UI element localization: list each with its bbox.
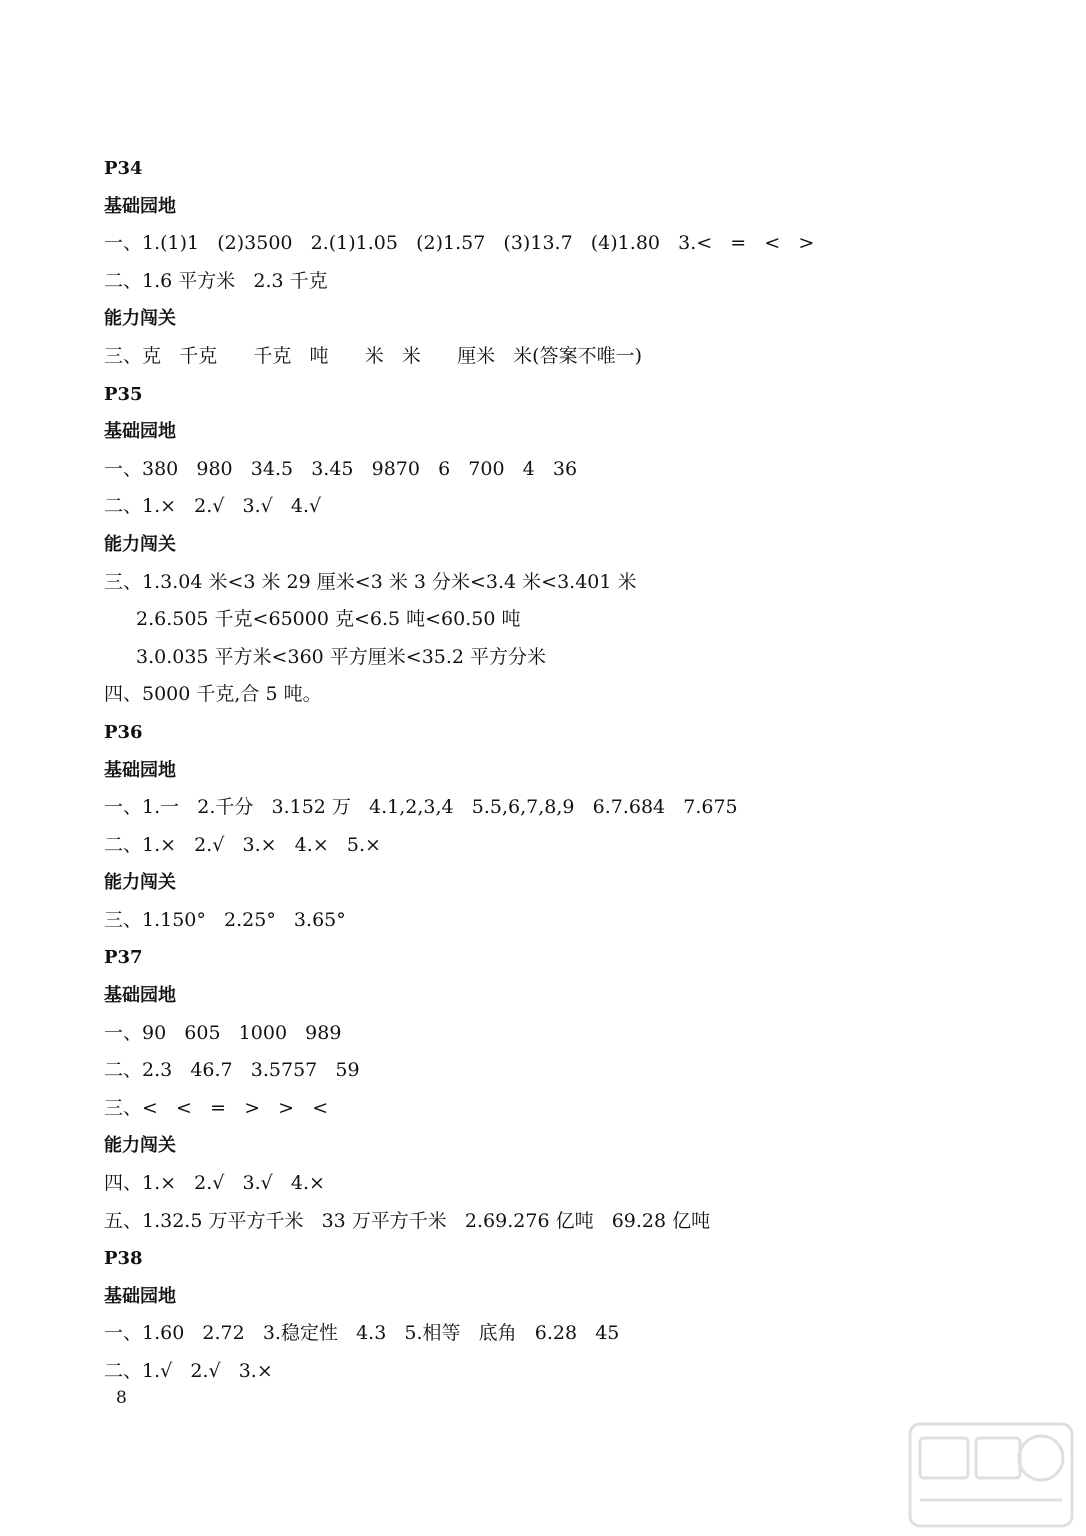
- answer-line: 二、1.√ 2.√ 3.×: [104, 1360, 273, 1382]
- section-heading: P35: [104, 383, 143, 405]
- section-heading: 基础园地: [104, 759, 176, 781]
- answer-line: 一、1.(1)1 (2)3500 2.(1)1.05 (2)1.57 (3)13.7 (4)1.80 3.< = < >: [104, 232, 815, 255]
- section-heading: 能力闯关: [104, 872, 176, 894]
- section-heading: 能力闯关: [104, 533, 176, 555]
- answer-line: 四、5000 千克,合 5 吨。: [104, 683, 322, 706]
- answer-line: 三、1.3.04 米<3 米 29 厘米<3 米 3 分米<3.4 米<3.401 米: [104, 570, 637, 593]
- section-heading: P37: [104, 947, 143, 969]
- answer-line: 二、1.6 平方米 2.3 千克: [104, 269, 328, 292]
- answer-line: 一、1.一 2.千分 3.152 万 4.1,2,3,4 5.5,6,7,8,9 6.7.684 7.675: [104, 796, 738, 819]
- answer-line: 三、< < = > > <: [104, 1096, 329, 1119]
- watermark-logo: [906, 1420, 1076, 1530]
- section-heading: 基础园地: [104, 1285, 176, 1307]
- answer-line: 五、1.32.5 万平方千米 33 万平方千米 2.69.276 亿吨 69.28 亿吨: [104, 1209, 711, 1232]
- watermark-logo-icon: [906, 1420, 1076, 1530]
- section-heading: P36: [104, 721, 143, 743]
- answer-line: 一、1.60 2.72 3.稳定性 4.3 5.相等 底角 6.28 45: [104, 1322, 620, 1345]
- answer-line: 二、1.× 2.√ 3.√ 4.√: [104, 495, 322, 518]
- answer-line: 一、90 605 1000 989: [104, 1021, 342, 1044]
- answer-line: 三、克 千克 千克 吨 米 米 厘米 米(答案不唯一): [104, 344, 643, 367]
- section-heading: 基础园地: [104, 195, 176, 217]
- answer-line: 2.6.505 千克<65000 克<6.5 吨<60.50 吨: [136, 608, 521, 631]
- answer-content: [104, 150, 1004, 1391]
- answer-line: 3.0.035 平方米<360 平方厘米<35.2 平方分米: [136, 645, 547, 668]
- section-heading: P34: [104, 158, 143, 179]
- section-heading: 基础园地: [104, 421, 176, 443]
- answer-line: 二、1.× 2.√ 3.× 4.× 5.×: [104, 833, 381, 856]
- page-number: 8: [116, 1388, 127, 1408]
- answer-line: 二、2.3 46.7 3.5757 59: [104, 1059, 360, 1082]
- section-heading: 基础园地: [104, 985, 176, 1007]
- section-heading: 能力闯关: [104, 308, 176, 330]
- answer-line: 四、1.× 2.√ 3.√ 4.×: [104, 1172, 325, 1195]
- section-heading: 能力闯关: [104, 1135, 176, 1157]
- answer-line: 三、1.150° 2.25° 3.65°: [104, 908, 346, 931]
- section-heading: P38: [104, 1248, 143, 1270]
- answer-line: 一、380 980 34.5 3.45 9870 6 700 4 36: [104, 457, 578, 480]
